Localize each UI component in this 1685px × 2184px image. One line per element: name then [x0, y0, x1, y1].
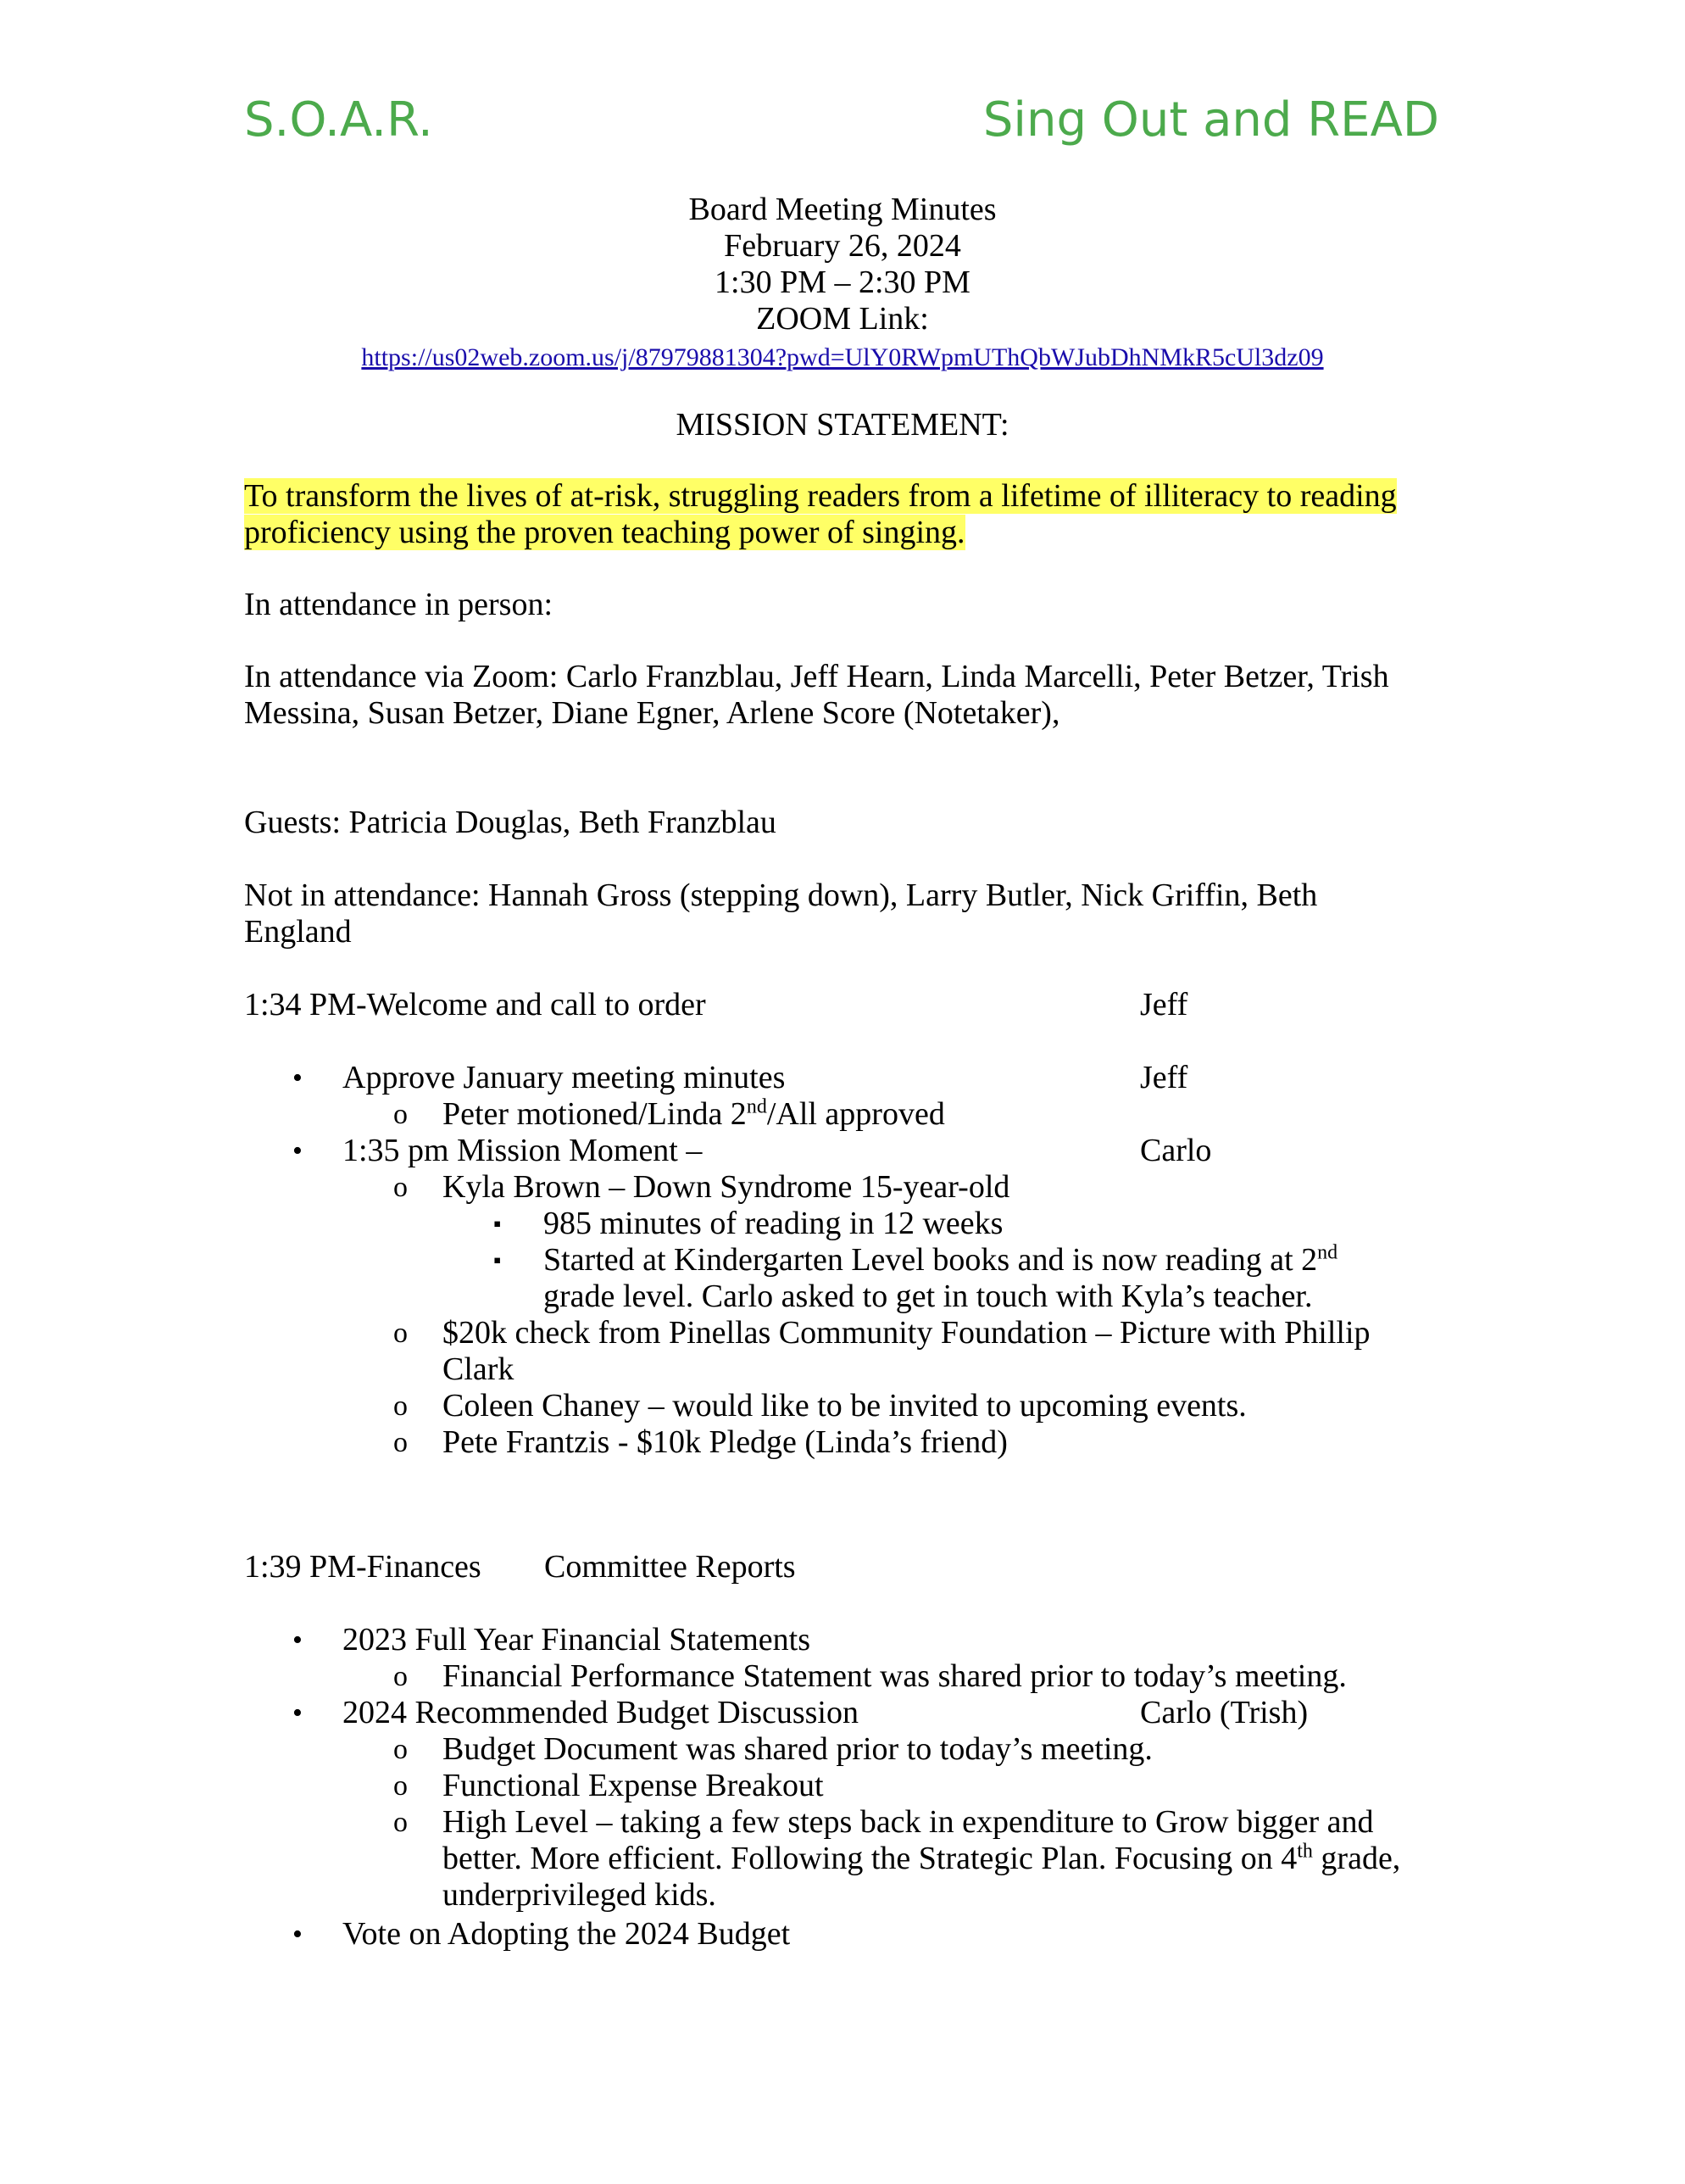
zoom-label: ZOOM Link:: [756, 301, 929, 337]
square-bullet-icon: ▪: [493, 1248, 502, 1273]
committee-reports-heading: Committee Reports: [544, 1549, 796, 1585]
meeting-time: 1:30 PM – 2:30 PM: [715, 265, 970, 300]
sub-bullet-icon: o: [393, 1734, 408, 1765]
approve-minutes-item: Approve January meeting minutes: [342, 1060, 786, 1095]
bullet-icon: •: [292, 1135, 303, 1167]
check-line-2: Clark: [442, 1351, 514, 1387]
guests: Guests: Patricia Douglas, Beth Franzblau: [244, 805, 776, 840]
sub-bullet-icon: o: [393, 1427, 408, 1458]
org-name: Sing Out and READ: [982, 92, 1439, 148]
financial-performance-note: Financial Performance Statement was shared prior to today’s meeting.: [442, 1658, 1347, 1694]
attendance-in-person: In attendance in person:: [244, 587, 553, 622]
sub-bullet-icon: o: [393, 1661, 408, 1692]
mission-line-1: To transform the lives of at-risk, struggling readers from a lifetime of illiteracy to reading: [244, 478, 1397, 514]
high-level-line-3: underprivileged kids.: [442, 1877, 716, 1913]
approve-minutes-owner: Jeff: [1140, 1060, 1188, 1095]
agenda-welcome-heading: 1:34 PM-Welcome and call to order: [244, 987, 706, 1022]
functional-expense-note: Functional Expense Breakout: [442, 1768, 824, 1803]
pete-item: Pete Frantzis - $10k Pledge (Linda’s friend): [442, 1424, 1008, 1460]
kyla-progress-line-1: Started at Kindergarten Level books and is now reading at 2nd: [543, 1241, 1338, 1278]
attendance-zoom-line-2: Messina, Susan Betzer, Diane Egner, Arlene Score (Notetaker),: [244, 695, 1060, 731]
bullet-icon: •: [292, 1624, 303, 1656]
not-attending-line-2: England: [244, 914, 352, 950]
vote-budget-item: Vote on Adopting the 2024 Budget: [342, 1916, 791, 1952]
check-line-1: $20k check from Pinellas Community Foundation – Picture with Phillip: [442, 1315, 1371, 1351]
budget-discussion-owner: Carlo (Trish): [1140, 1695, 1309, 1730]
sub-bullet-icon: o: [393, 1172, 408, 1203]
mission-moment-item: 1:35 pm Mission Moment –: [342, 1133, 703, 1168]
kyla-minutes: 985 minutes of reading in 12 weeks: [543, 1206, 1004, 1241]
bullet-icon: •: [292, 1697, 303, 1729]
financial-statements-item: 2023 Full Year Financial Statements: [342, 1622, 811, 1658]
mission-heading: MISSION STATEMENT:: [676, 407, 1009, 443]
budget-discussion-item: 2024 Recommended Budget Discussion: [342, 1695, 859, 1730]
budget-document-note: Budget Document was shared prior to today’s meeting.: [442, 1731, 1153, 1767]
sub-bullet-icon: o: [393, 1770, 408, 1802]
meeting-title: Board Meeting Minutes: [688, 192, 997, 227]
sub-bullet-icon: o: [393, 1099, 408, 1130]
agenda-finances-heading: 1:39 PM-Finances: [244, 1549, 481, 1585]
high-level-line-1: High Level – taking a few steps back in expenditure to Grow bigger and: [442, 1804, 1374, 1840]
agenda-welcome-owner: Jeff: [1140, 987, 1188, 1022]
mission-moment-owner: Carlo: [1140, 1133, 1212, 1168]
kyla-progress-line-2: grade level. Carlo asked to get in touch with Kyla’s teacher.: [543, 1279, 1313, 1314]
attendance-zoom-line-1: In attendance via Zoom: Carlo Franzblau, Jeff Hearn, Linda Marcelli, Peter Betzer, Trish: [244, 659, 1389, 694]
bullet-icon: •: [292, 1062, 303, 1094]
kyla-item: Kyla Brown – Down Syndrome 15-year-old: [442, 1169, 1010, 1205]
org-abbrev: S.O.A.R.: [244, 92, 433, 148]
square-bullet-icon: ▪: [493, 1212, 502, 1236]
high-level-line-2: better. More efficient. Following the Strategic Plan. Focusing on 4th grade,: [442, 1840, 1401, 1876]
meeting-date: February 26, 2024: [724, 228, 961, 264]
zoom-link[interactable]: https://us02web.zoom.us/j/87979881304?pwd=UlY0RWpmUThQbWJubDhNMkR5cUl3dz09: [361, 343, 1324, 371]
coleen-item: Coleen Chaney – would like to be invited to upcoming events.: [442, 1388, 1247, 1424]
sub-bullet-icon: o: [393, 1318, 408, 1349]
mission-line-2: proficiency using the proven teaching power of singing.: [244, 515, 965, 550]
bullet-icon: •: [292, 1919, 303, 1950]
approval-note: Peter motioned/Linda 2nd/All approved: [442, 1095, 945, 1132]
sub-bullet-icon: o: [393, 1390, 408, 1422]
not-attending-line-1: Not in attendance: Hannah Gross (stepping down), Larry Butler, Nick Griffin, Beth: [244, 878, 1318, 913]
sub-bullet-icon: o: [393, 1807, 408, 1838]
